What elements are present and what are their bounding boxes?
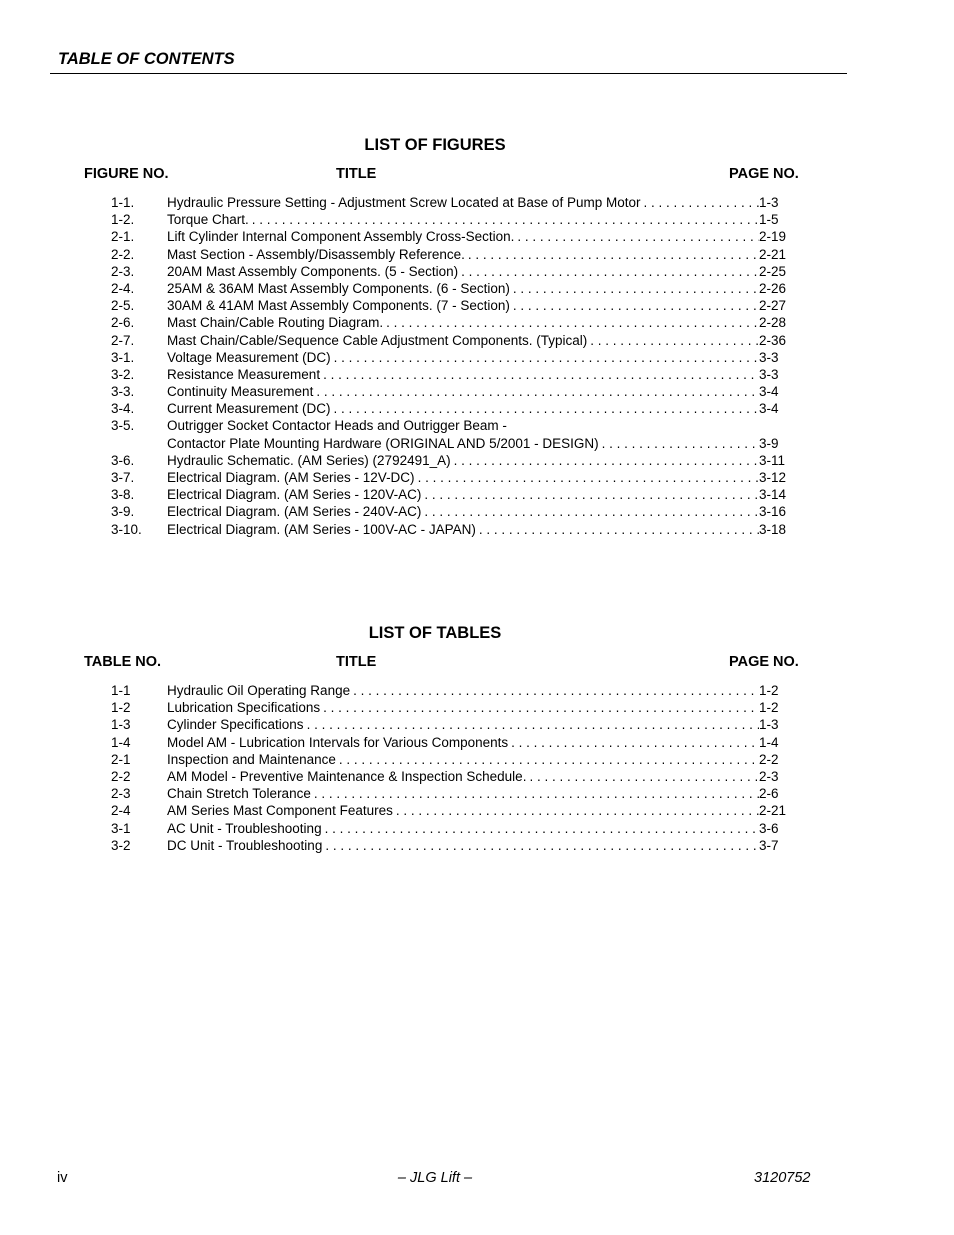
entry-title: Lubrication Specifications xyxy=(167,700,321,716)
footer-page-number: iv xyxy=(57,1170,68,1186)
entry-title: Contactor Plate Mounting Hardware (ORIGINAL AND 5/2001 - DESIGN) xyxy=(167,435,599,451)
entry-page: 2-2 xyxy=(759,751,779,767)
entry-page: 3-9 xyxy=(759,435,779,451)
figure-entry xyxy=(0,486,954,503)
entry-number: 2-2. xyxy=(111,246,135,262)
figure-entry xyxy=(0,435,954,452)
entry-number: 2-7. xyxy=(111,332,135,348)
entry-number: 1-4 xyxy=(111,734,131,750)
table-entry xyxy=(0,785,954,802)
tables-list xyxy=(0,682,954,854)
dot-leader xyxy=(322,837,759,854)
entry-number: 2-5. xyxy=(111,298,135,314)
figure-entry xyxy=(0,349,954,366)
entry-title: Chain Stretch Tolerance xyxy=(167,786,311,802)
tables-heading: LIST OF TABLES xyxy=(368,624,502,642)
entry-page: 2-36 xyxy=(759,332,787,348)
tables-col-page: PAGE NO. xyxy=(729,654,799,670)
entry-title: Outrigger Socket Contactor Heads and Outrigger Beam - xyxy=(167,418,507,434)
entry-number: 2-3. xyxy=(111,263,135,279)
entry-number: 1-2. xyxy=(111,212,135,228)
entry-title: AM Series Mast Component Features xyxy=(167,803,393,819)
dot-leader xyxy=(313,383,759,400)
entry-page: 3-7 xyxy=(759,837,779,853)
table-entry xyxy=(0,699,954,716)
entry-title: Model AM - Lubrication Intervals for Various Components xyxy=(167,734,509,750)
figure-entry xyxy=(0,521,954,538)
entry-number: 3-7. xyxy=(111,470,135,485)
figure-entry xyxy=(0,280,954,297)
entry-page: 1-2 xyxy=(759,700,779,716)
entry-number: 2-6. xyxy=(111,315,135,331)
tables-col-title: TITLE xyxy=(336,654,377,670)
table-entry xyxy=(0,716,954,733)
figure-entry xyxy=(0,263,954,280)
dot-leader xyxy=(336,751,759,768)
entry-title: Electrical Diagram. (AM Series - 120V-AC) xyxy=(167,487,422,503)
entry-page: 2-21 xyxy=(759,803,787,819)
entry-title: Cylinder Specifications xyxy=(167,717,304,733)
entry-page: 2-28 xyxy=(759,315,787,331)
entry-title: Electrical Diagram. (AM Series - 12V-DC) xyxy=(167,470,415,485)
entry-page: 3-3 xyxy=(759,366,779,382)
entry-title: Current Measurement (DC) xyxy=(167,401,331,417)
figure-entry xyxy=(0,314,954,331)
footer-doc-number: 3120752 xyxy=(754,1170,811,1186)
figures-heading: LIST OF FIGURES xyxy=(364,136,506,154)
entry-title: AM Model - Preventive Maintenance & Inspection Schedule. xyxy=(167,768,527,784)
figure-entry xyxy=(0,366,954,383)
dot-leader xyxy=(331,349,759,366)
table-entry xyxy=(0,682,954,699)
dot-leader xyxy=(510,297,759,314)
entry-number: 2-4 xyxy=(111,803,131,819)
entry-number: 3-6. xyxy=(111,452,135,468)
entry-title: AC Unit - Troubleshooting xyxy=(167,820,322,836)
entry-page: 3-14 xyxy=(759,487,787,503)
entry-number: 1-2 xyxy=(111,700,131,716)
dot-leader xyxy=(421,486,759,503)
entry-title: Hydraulic Schematic. (AM Series) (2792491_A) xyxy=(167,452,451,468)
entry-number: 2-2 xyxy=(111,768,131,784)
header-title: TABLE OF CONTENTS xyxy=(58,50,235,68)
entry-page: 2-26 xyxy=(759,280,787,296)
entry-number: 3-1. xyxy=(111,349,135,365)
figures-list xyxy=(0,194,954,538)
entry-page: 2-3 xyxy=(759,768,779,784)
entry-title: Mast Section - Assembly/Disassembly Reference. xyxy=(167,246,465,262)
entry-number: 3-3. xyxy=(111,384,135,400)
figure-entry xyxy=(0,211,954,228)
entry-page: 1-4 xyxy=(759,734,779,750)
entry-number: 1-1. xyxy=(111,195,135,210)
entry-page: 3-4 xyxy=(759,401,779,417)
dot-leader xyxy=(587,332,759,349)
dot-leader xyxy=(383,314,759,331)
entry-title: Continuity Measurement xyxy=(167,384,314,400)
entry-number: 3-8. xyxy=(111,487,135,503)
entry-page: 3-6 xyxy=(759,820,779,836)
entry-title: 25AM & 36AM Mast Assembly Components. (6 - Section) xyxy=(167,280,510,296)
dot-leader xyxy=(393,802,759,819)
figures-col-title: TITLE xyxy=(336,166,377,182)
entry-page: 3-3 xyxy=(759,349,779,365)
footer-center: – JLG Lift – xyxy=(397,1170,473,1186)
figure-entry xyxy=(0,332,954,349)
entry-title: 20AM Mast Assembly Components. (5 - Section) xyxy=(167,263,459,279)
dot-leader xyxy=(514,228,759,245)
table-entry xyxy=(0,820,954,837)
entry-number: 3-2 xyxy=(111,837,131,853)
header-rule xyxy=(50,73,847,74)
figures-col-num: FIGURE NO. xyxy=(84,166,169,182)
entry-number: 2-1. xyxy=(111,229,135,245)
entry-page: 3-16 xyxy=(759,504,787,520)
entry-page: 3-11 xyxy=(759,452,786,468)
dot-leader xyxy=(599,435,759,452)
dot-leader xyxy=(320,699,759,716)
entry-title: Inspection and Maintenance xyxy=(167,751,336,767)
dot-leader xyxy=(320,366,759,383)
figure-entry xyxy=(0,297,954,314)
entry-title: Electrical Diagram. (AM Series - 240V-AC) xyxy=(167,504,422,520)
entry-title: Resistance Measurement xyxy=(167,366,321,382)
entry-title: Voltage Measurement (DC) xyxy=(167,349,331,365)
entry-title: 30AM & 41AM Mast Assembly Components. (7 - Section) xyxy=(167,298,510,314)
entry-number: 3-1 xyxy=(111,820,131,836)
entry-page: 2-27 xyxy=(759,298,787,314)
dot-leader xyxy=(465,246,759,263)
dot-leader xyxy=(415,469,759,486)
dot-leader xyxy=(304,716,759,733)
figure-entry xyxy=(0,228,954,245)
entry-number: 3-10. xyxy=(111,521,142,537)
entry-page: 2-19 xyxy=(759,229,787,245)
entry-title: Electrical Diagram. (AM Series - 100V-AC - JAPAN) xyxy=(167,521,476,537)
entry-page: 2-25 xyxy=(759,263,787,279)
entry-number: 3-2. xyxy=(111,366,135,382)
figure-entry xyxy=(0,400,954,417)
figure-entry xyxy=(0,246,954,263)
figure-entry xyxy=(0,383,954,400)
entry-number: 3-5. xyxy=(111,418,135,434)
figure-entry xyxy=(0,503,954,520)
entry-page: 3-18 xyxy=(759,521,787,537)
dot-leader xyxy=(322,820,759,837)
dot-leader xyxy=(526,768,759,785)
entry-number: 3-9. xyxy=(111,504,135,520)
figure-entry xyxy=(0,417,954,434)
dot-leader xyxy=(350,682,759,699)
tables-col-num: TABLE NO. xyxy=(84,654,162,670)
table-entry xyxy=(0,802,954,819)
dot-leader xyxy=(476,521,759,538)
figures-col-page: PAGE NO. xyxy=(729,166,799,182)
entry-page: 3-12 xyxy=(759,470,787,485)
table-entry xyxy=(0,837,954,854)
entry-number: 2-1 xyxy=(111,751,131,767)
entry-title: Lift Cylinder Internal Component Assembly Cross-Section. xyxy=(167,229,515,245)
figure-entry xyxy=(0,452,954,469)
dot-leader xyxy=(331,400,759,417)
entry-page: 1-5 xyxy=(759,212,779,228)
dot-leader xyxy=(311,785,759,802)
figure-entry xyxy=(0,194,954,211)
dot-leader xyxy=(508,734,759,751)
dot-leader xyxy=(640,194,759,211)
entry-number: 2-3 xyxy=(111,786,131,802)
dot-leader xyxy=(421,503,759,520)
entry-number: 1-1 xyxy=(111,683,131,698)
figure-entry xyxy=(0,469,954,486)
entry-page: 1-3 xyxy=(759,717,779,733)
entry-title: Hydraulic Pressure Setting - Adjustment Screw Located at Base of Pump Motor xyxy=(167,195,641,210)
entry-title: DC Unit - Troubleshooting xyxy=(167,837,323,853)
dot-leader xyxy=(458,263,759,280)
entry-number: 1-3 xyxy=(111,717,131,733)
entry-page: 1-3 xyxy=(759,195,779,210)
entry-title: Mast Chain/Cable/Sequence Cable Adjustment Components. (Typical) xyxy=(167,332,588,348)
dot-leader xyxy=(510,280,759,297)
table-entry xyxy=(0,768,954,785)
entry-page: 2-21 xyxy=(759,246,787,262)
entry-page: 1-2 xyxy=(759,683,779,698)
entry-title: Torque Chart. xyxy=(167,212,249,228)
entry-number: 3-4. xyxy=(111,401,135,417)
dot-leader xyxy=(249,211,759,228)
entry-title: Hydraulic Oil Operating Range xyxy=(167,683,351,698)
table-entry xyxy=(0,734,954,751)
entry-page: 2-6 xyxy=(759,786,779,802)
dot-leader xyxy=(451,452,759,469)
entry-page: 3-4 xyxy=(759,384,779,400)
entry-title: Mast Chain/Cable Routing Diagram. xyxy=(167,315,384,331)
entry-number: 2-4. xyxy=(111,280,135,296)
table-entry xyxy=(0,751,954,768)
